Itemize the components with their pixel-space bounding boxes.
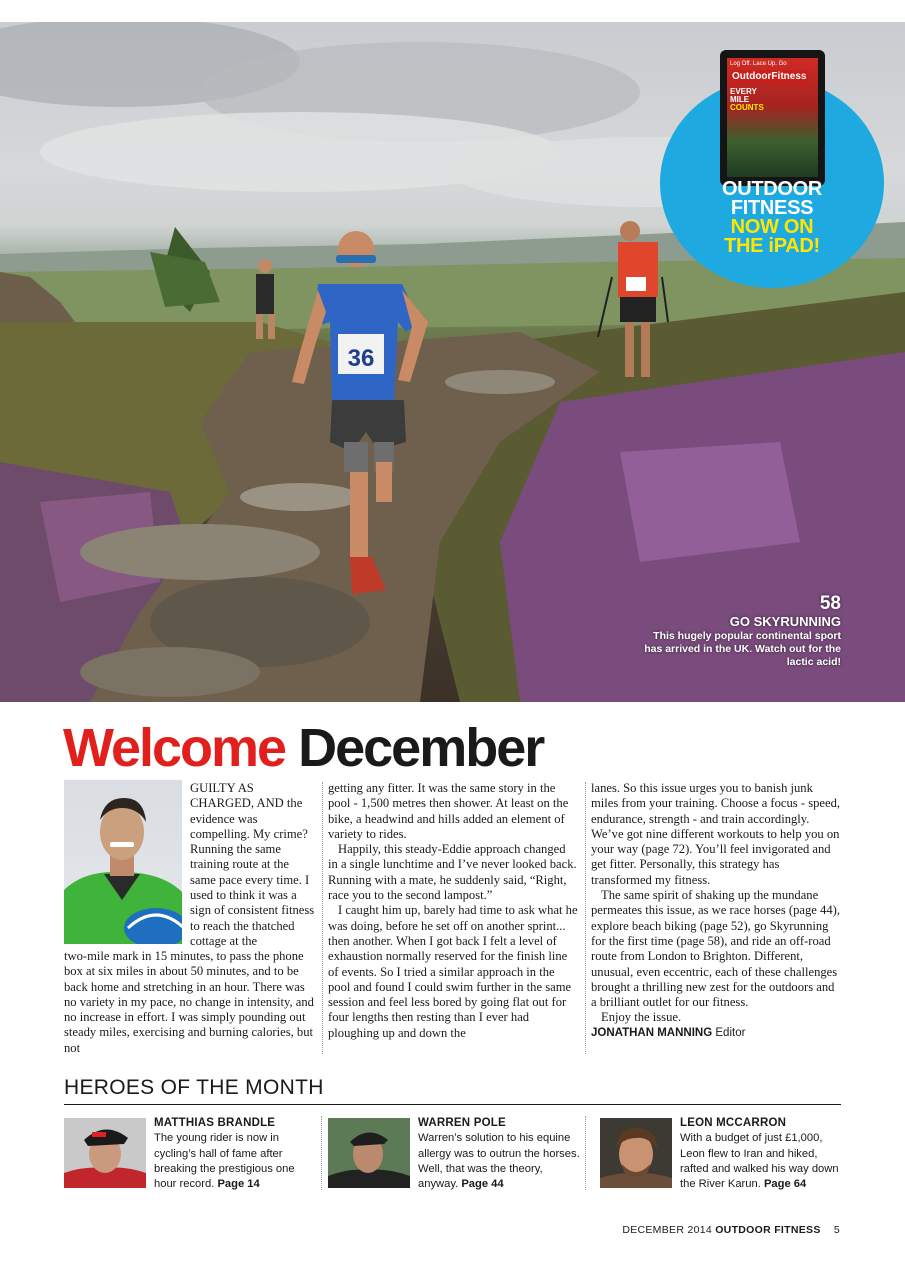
runner-bib-number: 36 <box>347 345 375 372</box>
footer-issue-date: DECEMBER 2014 <box>622 1224 712 1236</box>
editor-role: Editor <box>715 1026 746 1039</box>
heroes-section-title: HEROES OF THE MONTH <box>64 1076 324 1099</box>
hero-name: MATTHIAS BRANDLE <box>154 1117 276 1129</box>
heroes-divider <box>64 1104 841 1105</box>
editor-name: JONATHAN MANNING <box>591 1026 713 1039</box>
hero-page-ref[interactable]: Page 44 <box>461 1178 504 1191</box>
hero-card-matthias-brandle[interactable] <box>64 1116 314 1192</box>
promo-line-ipad: THE iPAD! <box>724 235 820 257</box>
letter-paragraph: getting any fitter. It was the same story in the pool - 1,500 metres then shower. At least on the bike, a headwind and hills added an element of variety to rides. <box>328 781 569 841</box>
hero-page-ref[interactable]: Page 14 <box>217 1178 260 1191</box>
promo-line-fitness: FITNESS <box>730 197 814 219</box>
promo-line-outdoor: OUTDOOR <box>721 178 823 200</box>
letter-column-1-bottom <box>64 949 317 1056</box>
caption-title: GO SKYRUNNING <box>729 614 841 629</box>
tablet-cover <box>727 58 818 177</box>
hero-card-warren-pole[interactable] <box>328 1116 578 1192</box>
column-divider <box>322 782 323 1054</box>
footer-magazine-name: OUTDOOR FITNESS <box>715 1224 821 1236</box>
column-divider <box>585 782 586 1054</box>
photo-caption <box>641 594 841 669</box>
hero-description: Warren’s solution to his equine allergy was to outrun the horses. Well, that was the theory, anyway. <box>418 1132 580 1191</box>
ipad-promo-badge[interactable] <box>660 50 884 288</box>
hero-description: The young rider is now in cycling’s hall of fame after breaking the prestigious one hour record. <box>154 1132 295 1191</box>
letter-column-1-top <box>190 781 316 949</box>
footer-page-number: 5 <box>833 1224 840 1236</box>
letter-column-2 <box>328 781 578 1041</box>
hero-page-ref[interactable]: Page 64 <box>763 1178 807 1191</box>
hero-description: With a budget of just £1,000, Leon flew to Iran and hiked, rafted and walked his way down the River Karun. <box>680 1132 839 1191</box>
hero-photo-matthias <box>64 1118 146 1188</box>
column-divider <box>321 1116 322 1190</box>
title-word-december: December <box>298 718 544 778</box>
hero-name: LEON MCCARRON <box>680 1117 787 1129</box>
hero-photo-warren <box>328 1118 410 1188</box>
letter-paragraph: I caught him up, barely had time to ask what he was doing, before he set off on another sprint... then another. When I got back I felt a level of exhaustion normally reserved for the finish line of events. So I tried a similar approach in the pool and found I could swim further in the same session and feel less bored by going flat out for four lengths then resting than I ever had ploughing up and down the <box>328 903 578 1040</box>
caption-text: This hugely popular continental sport has arrived in the UK. Watch out for the lactic acid! <box>644 630 841 668</box>
hero-text <box>418 1116 584 1192</box>
tablet-cover-line: COUNTS <box>730 103 764 112</box>
editor-photo <box>64 780 182 944</box>
page-title <box>63 716 543 780</box>
title-word-welcome: Welcome <box>63 718 286 778</box>
letter-paragraph: The same spirit of shaking up the mundane permeates this issue, as we race horses (page 44), explore beach biking (page 52), go Skyrunning for the first time (page 58), and ride an off-road route from London to Brighton. Different, unusual, even eccentric, each of these challenges brought a thrilling new zest for the outdoors and a brilliant outlet for our fitness. <box>591 888 840 1010</box>
letter-paragraph: Enjoy the issue. <box>601 1010 682 1025</box>
tablet-masthead: OutdoorFitness <box>732 71 807 82</box>
editor-portrait <box>64 780 182 944</box>
tablet-cover-line: EVERY <box>730 87 757 96</box>
editor-signature <box>591 1026 841 1041</box>
caption-page-number: 58 <box>819 593 841 614</box>
tablet-tagline: Log Off. Lace Up. Go <box>730 61 787 67</box>
letter-paragraph: GUILTY AS CHARGED, AND the evidence was compelling. My crime? Running the same training route at the same pace every time. I used to think it was a sign of consistent fitness to reach the thatched cottage at the <box>190 781 315 948</box>
hero-text <box>154 1116 320 1192</box>
promo-line-now-on: NOW ON <box>730 216 814 238</box>
promo-text <box>660 180 884 256</box>
hero-photo-leon <box>600 1118 672 1188</box>
tablet-icon <box>720 50 825 186</box>
hero-name: WARREN POLE <box>418 1117 506 1129</box>
letter-paragraph: Happily, this steady-Eddie approach changed in a single lunchtime and I’ve never looked back. Running with a mate, he suddenly said, “Right, race you to the second lampost.” <box>328 842 577 903</box>
tablet-cover-line: MILE <box>730 95 750 104</box>
column-divider <box>585 1116 586 1190</box>
letter-paragraph: lanes. So this issue urges you to banish junk miles from your training. Choose a focus - speed, endurance, strength - and train accordingly. We’ve got nine different workouts to help you on your way (page 72). You’ll feel invigorated and get fitter. Personally, this strategy has transformed my fitness. <box>591 781 841 887</box>
hero-card-leon-mccarron[interactable] <box>600 1116 850 1192</box>
page-footer <box>622 1224 840 1236</box>
letter-paragraph: two-mile mark in 15 minutes, to pass the phone box at six miles in about 50 minutes, and to be back home and stretching in an hour. There was no variety in my pace, no change in intensity, and no increase in effort. I was simply pounding out steady miles, exercising and burning calories, but not <box>64 949 314 1055</box>
letter-column-3 <box>591 781 841 1041</box>
hero-text <box>680 1116 846 1192</box>
